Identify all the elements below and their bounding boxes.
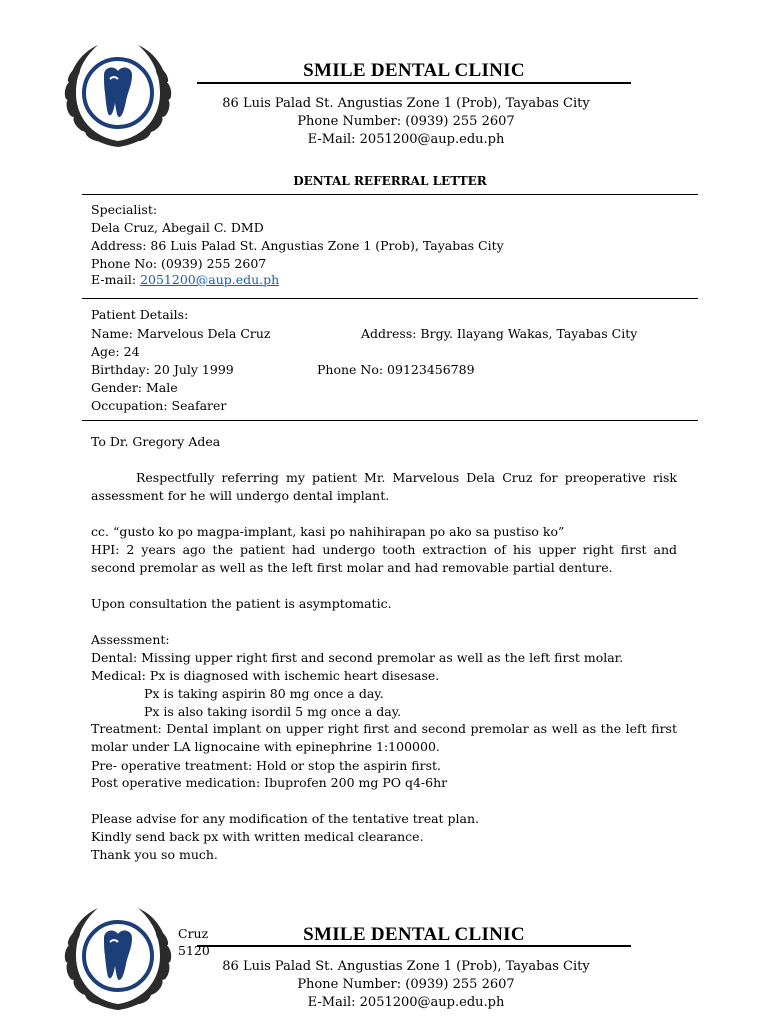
clinic-email-footer: E-Mail: 2051200@aup.edu.ph bbox=[307, 995, 505, 1010]
assessment-dental: Dental: Missing upper right first and second premolar as well as the left first molar. bbox=[91, 650, 624, 665]
patient-name: Name: Marvelous Dela Cruz bbox=[91, 326, 271, 341]
section-rule-1 bbox=[82, 194, 698, 195]
section-rule-3 bbox=[82, 420, 698, 421]
clinic-phone-footer: Phone Number: (0939) 255 2607 bbox=[297, 977, 515, 992]
clinic-logo bbox=[58, 35, 178, 155]
header-rule bbox=[197, 82, 631, 84]
hpi-paragraph: HPI: 2 years ago the patient had undergo tooth extraction of his upper right first and second premolar as well as the left first molar and had removable partial denture. bbox=[91, 542, 677, 575]
assessment-medical-isordil: Px is also taking isordil 5 mg once a day. bbox=[144, 704, 402, 719]
post-operative-medication: Post operative medication: Ibuprofen 200 mg PO q4-6hr bbox=[91, 775, 448, 790]
clinic-logo-footer bbox=[58, 898, 178, 1018]
closing-clearance: Kindly send back px with written medical clearance. bbox=[91, 829, 424, 844]
clinic-address-footer: 86 Luis Palad St. Angustias Zone 1 (Prob), Tayabas City bbox=[222, 959, 590, 974]
specialist-address: Address: 86 Luis Palad St. Angustias Zone 1 (Prob), Tayabas City bbox=[91, 238, 504, 253]
assessment-medical: Medical: Px is diagnosed with ischemic heart disesase. bbox=[91, 668, 440, 683]
closing-advise: Please advise for any modification of the tentative treat plan. bbox=[91, 811, 480, 826]
overlapped-text-fragment-2: 5120 bbox=[178, 943, 210, 958]
specialist-name: Dela Cruz, Abegail C. DMD bbox=[91, 220, 264, 235]
patient-birthday: Birthday: 20 July 1999 bbox=[91, 362, 234, 377]
patient-gender: Gender: Male bbox=[91, 380, 178, 395]
patient-phone: Phone No: 09123456789 bbox=[317, 362, 475, 377]
specialist-email-row bbox=[91, 271, 279, 289]
clinic-address: 86 Luis Palad St. Angustias Zone 1 (Prob), Tayabas City bbox=[222, 96, 590, 111]
patient-age: Age: 24 bbox=[91, 344, 140, 359]
pre-operative-treatment: Pre- operative treatment: Hold or stop the aspirin first. bbox=[91, 758, 442, 773]
specialist-email-link[interactable]: 2051200@aup.edu.ph bbox=[140, 272, 280, 287]
section-rule-2 bbox=[82, 298, 698, 299]
assessment-heading: Assessment: bbox=[91, 632, 170, 647]
patient-occupation: Occupation: Seafarer bbox=[91, 398, 227, 413]
clinic-name: SMILE DENTAL CLINIC bbox=[303, 60, 525, 81]
closing-thanks: Thank you so much. bbox=[91, 847, 218, 862]
overlapped-text-fragment-1: Cruz bbox=[178, 926, 209, 941]
clinic-email: E-Mail: 2051200@aup.edu.ph bbox=[307, 132, 505, 147]
patient-address: Address: Brgy. Ilayang Wakas, Tayabas City bbox=[361, 326, 638, 341]
patient-heading: Patient Details: bbox=[91, 307, 189, 322]
treatment-paragraph: Treatment: Dental implant on upper right first and second premolar as well as the left first molar under LA lignocaine with epinephrine 1:100000. bbox=[91, 721, 677, 754]
specialist-email-label: E-mail: bbox=[91, 272, 141, 287]
clinic-phone: Phone Number: (0939) 255 2607 bbox=[297, 114, 515, 129]
clinic-name-footer: SMILE DENTAL CLINIC bbox=[303, 924, 525, 945]
intro-paragraph: Respectfully referring my patient Mr. Marvelous Dela Cruz for preoperative risk assessment for he will undergo dental implant. bbox=[91, 470, 677, 503]
specialist-heading: Specialist: bbox=[91, 202, 158, 217]
consultation-note: Upon consultation the patient is asymptomatic. bbox=[91, 596, 392, 611]
specialist-phone: Phone No: (0939) 255 2607 bbox=[91, 256, 267, 271]
chief-complaint: cc. “gusto ko po magpa-implant, kasi po nahihirapan po ako sa pustiso ko” bbox=[91, 524, 565, 539]
salutation: To Dr. Gregory Adea bbox=[91, 434, 221, 449]
document-title: DENTAL REFERRAL LETTER bbox=[293, 174, 487, 188]
assessment-medical-aspirin: Px is taking aspirin 80 mg once a day. bbox=[144, 686, 384, 701]
header-rule-footer bbox=[197, 945, 631, 947]
